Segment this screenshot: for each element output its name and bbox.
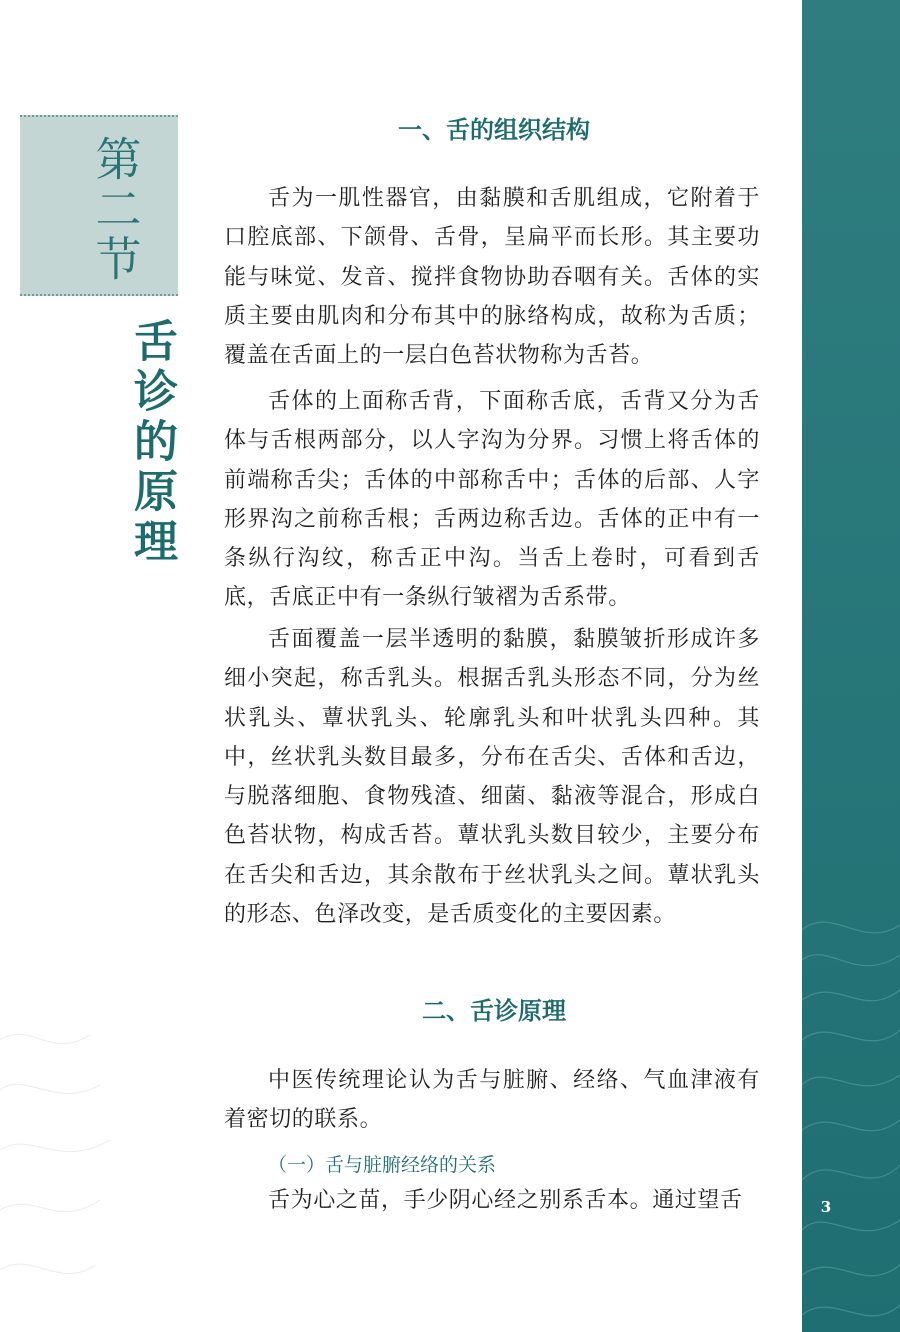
heading-tissue-structure: 一、舌的组织结构 xyxy=(398,115,590,144)
left-wave-decoration xyxy=(0,1000,120,1330)
section-label: 第二节 xyxy=(88,135,143,285)
paragraph: 舌体的上面称舌背，下面称舌底，舌背又分为舌体与舌根两部分，以人字沟为分界。习惯上将舌体的前端称舌尖；舌体的中部称舌中；舌体的后部、人字形界沟之前称舌根；舌两边称舌边。舌体的正中有一条纵行沟纹，称舌正中沟。当舌上卷时，可看到舌底，舌底正中有一条纵行皱褶为舌系带。 xyxy=(224,389,760,611)
paragraph: 中医传统理论认为舌与脏腑、经络、气血津液有着密切的联系。 xyxy=(224,1068,760,1133)
paragraph: 舌面覆盖一层半透明的黏膜，黏膜皱折形成许多细小突起，称舌乳头。根据舌乳头形态不同，分为丝状乳头、蕈状乳头、轮廓乳头和叶状乳头四种。其中，丝状乳头数目最多，分布在舌尖、舌体和舌边，与脱落细胞、食物残渣、细菌、黏液等混合，形成白色苔状物，构成舌苔。蕈状乳头数目较少，主要分布在舌尖和舌边，其余散布于丝状乳头之间。蕈状乳头的形态、色泽改变，是舌质变化的主要因素。 xyxy=(224,627,760,928)
side-color-band xyxy=(802,0,900,1332)
section-label-box xyxy=(20,115,178,296)
section-title: 舌诊的原理 xyxy=(126,318,177,568)
heading-tongue-diagnosis-principle: 二、舌诊原理 xyxy=(422,996,566,1025)
page-number: 3 xyxy=(820,1198,832,1216)
subheading: （一）舌与脏腑经络的关系 xyxy=(268,1154,497,1176)
paragraph: 舌为心之苗，手少阴心经之别系舌本。通过望舌 xyxy=(268,1188,743,1213)
wave-pattern xyxy=(802,0,900,1332)
paragraph: 舌为一肌性器官，由黏膜和舌肌组成，它附着于口腔底部、下颌骨、舌骨，呈扁平而长形。其主要功能与味觉、发音、搅拌食物协助吞咽有关。舌体的实质主要由肌肉和分布其中的脉络构成，故称为舌质；覆盖在舌面上的一层白色苔状物称为舌苔。 xyxy=(224,186,760,369)
